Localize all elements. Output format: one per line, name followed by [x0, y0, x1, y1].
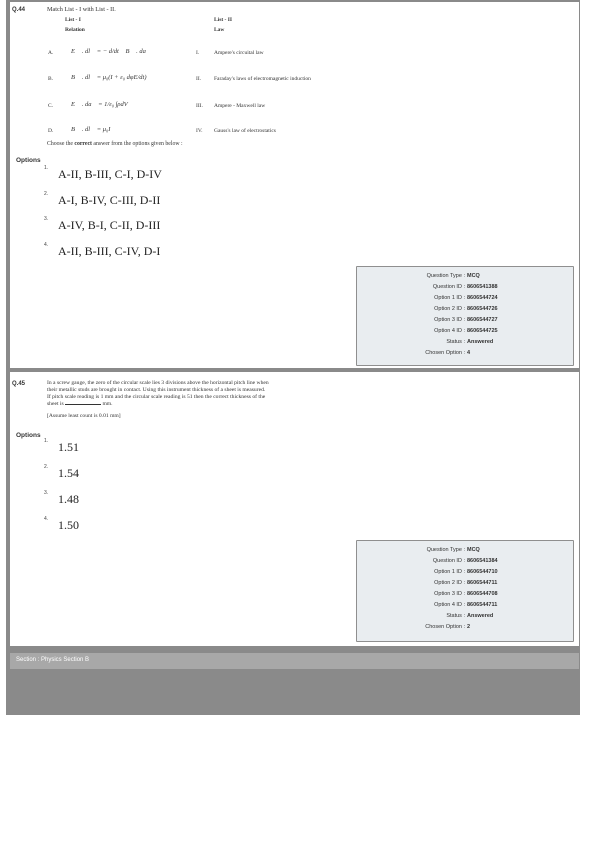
question-line: In a screw gauge, the zero of the circular scale lies 3 divisions above the horizontal pitch line when [47, 380, 269, 386]
option-number: 4. [44, 242, 49, 248]
detail-value: Answered [467, 339, 494, 345]
instruction [47, 140, 183, 148]
detail-key: Option 3 ID : [434, 317, 465, 323]
relation-equation: ∮B⃗ . dl⃗ = μ₀I [66, 126, 111, 133]
detail-key: Question ID : [432, 558, 465, 564]
detail-value: 8606541388 [467, 284, 498, 290]
option-number: 2. [44, 191, 49, 197]
line-text: sheet is [47, 401, 64, 407]
option-text: 1.50 [58, 518, 79, 532]
detail-value: 8606544726 [467, 306, 498, 312]
option-text: A-II, B-III, C-I, D-IV [58, 167, 162, 181]
detail-key: Option 4 ID : [434, 328, 465, 334]
detail-key: Chosen Option : [425, 624, 465, 630]
detail-value: MCQ [467, 273, 480, 279]
question-line: If pitch scale reading is 1 mm and the circular scale reading is 51 then the correct thickness of the [47, 394, 266, 400]
law-name: Gauss's law of electrostatics [214, 128, 276, 134]
option-number: 4. [44, 516, 49, 522]
detail-value: 8606544708 [467, 591, 498, 597]
list2-subtitle: Law [214, 27, 225, 33]
detail-key: Option 4 ID : [434, 602, 465, 608]
list1-subtitle: Relation [65, 27, 85, 33]
detail-key: Option 3 ID : [434, 591, 465, 597]
section-header [10, 653, 579, 669]
detail-key: Option 1 ID : [434, 569, 465, 575]
option-text: A-IV, B-I, C-II, D-III [58, 218, 161, 232]
question-45-panel [10, 372, 579, 646]
detail-value: 8606544727 [467, 317, 498, 323]
detail-key: Question Type : [426, 547, 465, 553]
detail-value: MCQ [467, 547, 480, 553]
option-number: 3. [44, 216, 49, 222]
question-note: [Assume least count is 0.01 mm] [47, 413, 121, 419]
option-number: 1. [44, 438, 49, 444]
row-letter: D. [48, 128, 54, 134]
instruction-emphasis: correct [74, 141, 92, 147]
detail-value: 8606544725 [467, 328, 498, 334]
detail-value: 8606544711 [467, 580, 498, 586]
option-number: 3. [44, 490, 49, 496]
detail-value: 8606544724 [467, 295, 498, 301]
instruction-post: answer from the options given below : [91, 141, 183, 147]
option-text: 1.48 [58, 492, 79, 506]
question-line-blank [47, 401, 113, 408]
detail-key: Chosen Option : [425, 350, 465, 356]
row-letter: B. [48, 76, 54, 82]
option-text: 1.51 [58, 440, 79, 454]
row-letter: A. [48, 50, 54, 56]
detail-key: Status : [446, 613, 465, 619]
detail-key: Status : [446, 339, 465, 345]
question-line: their metallic studs are brought in contact. Using this instrument thickness of a sheet is measured. [47, 387, 266, 393]
detail-value: 2 [467, 624, 471, 630]
answer-blank [65, 404, 101, 405]
line-text: mm. [102, 401, 113, 407]
law-number: IV. [196, 128, 203, 134]
detail-key: Option 1 ID : [434, 295, 465, 301]
section-label: Section : Physics Section B [16, 657, 90, 663]
option-number: 2. [44, 464, 49, 470]
option-number: 1. [44, 165, 49, 171]
options-label: Options [16, 157, 41, 164]
question-number: Q.44 [12, 7, 26, 13]
law-name: Ampere - Maxwell law [214, 103, 266, 109]
detail-value: Answered [467, 613, 494, 619]
detail-key: Option 2 ID : [434, 306, 465, 312]
list1-title: List - I [65, 17, 81, 23]
relation-equation: ∮B⃗ . dl⃗ = μ₀(I + ε₀ dφE/dt) [66, 74, 147, 81]
question-44-panel [10, 2, 579, 368]
question-stem: Match List - I with List - II. [47, 6, 116, 13]
detail-value: 8606544710 [467, 569, 498, 575]
law-number: II. [196, 76, 202, 82]
detail-key: Option 2 ID : [434, 580, 465, 586]
row-letter: C. [48, 103, 54, 109]
options-label: Options [16, 432, 41, 439]
detail-value: 4 [467, 350, 471, 356]
detail-value: 8606541384 [467, 558, 498, 564]
question-details-panel [356, 266, 574, 366]
detail-key: Question Type : [426, 273, 465, 279]
option-text: A-I, B-IV, C-III, D-II [58, 193, 161, 207]
law-number: III. [196, 103, 203, 109]
relation-equation: ∮E⃗ . dl⃗ = − d/dt ∮B⃗ . da⃗ [66, 48, 151, 55]
question-details-panel [356, 540, 574, 642]
detail-key: Question ID : [432, 284, 465, 290]
instruction-pre: Choose the [47, 141, 75, 147]
option-text: A-II, B-III, C-IV, D-I [58, 244, 161, 258]
law-number: I. [196, 50, 200, 56]
relation-equation: ∮E⃗ . da⃗ = 1/ε₀ ∫ρdV [66, 101, 128, 108]
question-number: Q.45 [12, 381, 26, 387]
list2-title: List - II [214, 17, 233, 23]
law-name: Faraday's laws of electromagnetic induction [214, 76, 311, 82]
law-name: Ampere's circuital law [214, 50, 264, 56]
option-text: 1.54 [58, 466, 79, 480]
detail-value: 8606544711 [467, 602, 498, 608]
